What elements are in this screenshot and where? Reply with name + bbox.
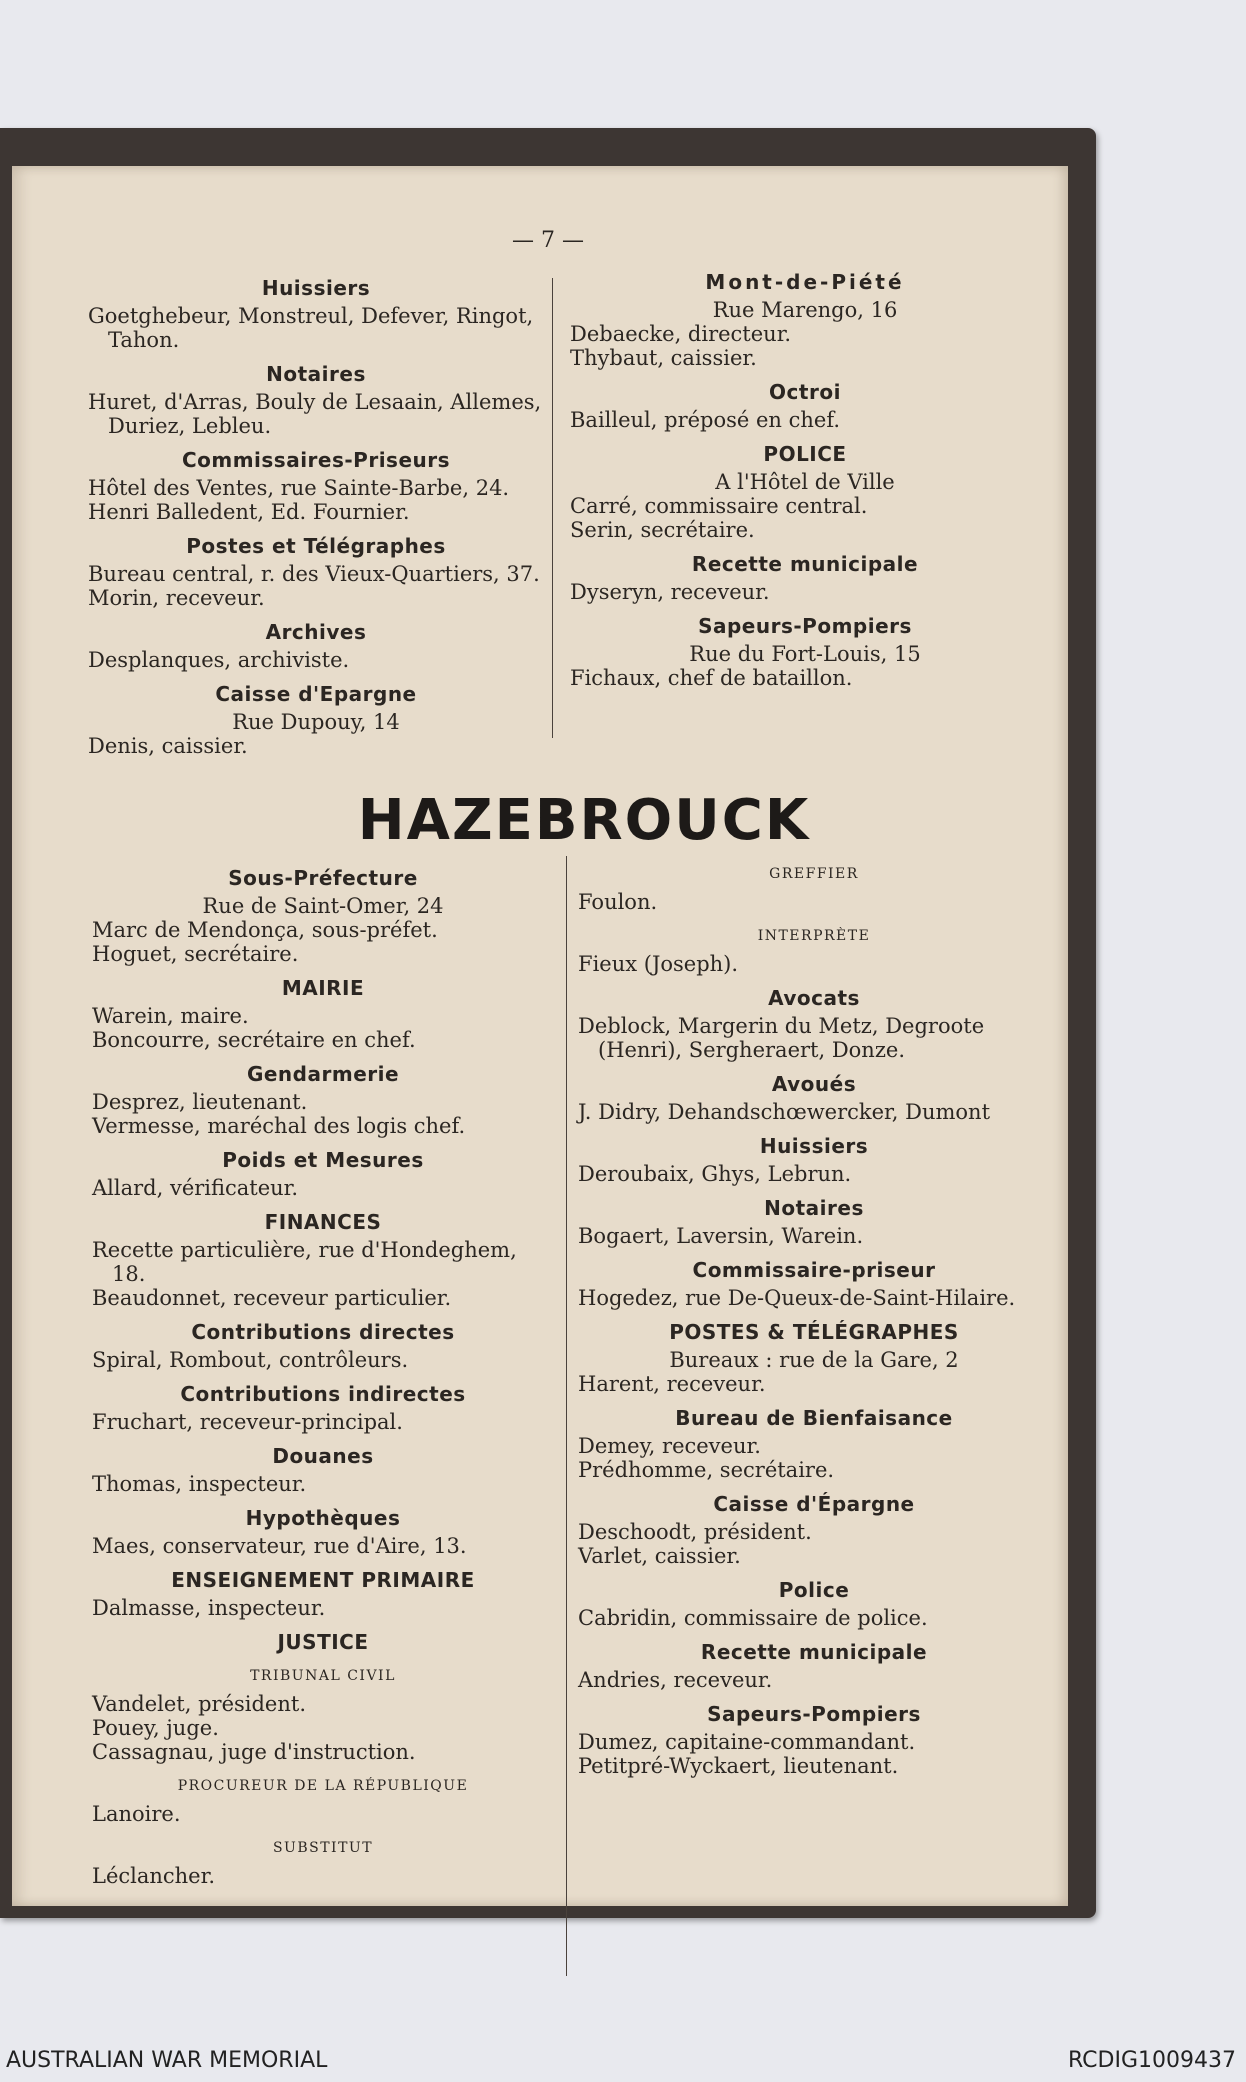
entry-line: Serin, secrétaire.: [570, 518, 755, 542]
book-page: [12, 166, 1068, 1906]
entry-line: Allard, vérificateur.: [92, 1176, 299, 1200]
entry-line: Denis, caissier.: [88, 734, 248, 758]
section-heading: Douanes: [272, 1444, 374, 1468]
section-heading: Octroi: [769, 380, 841, 404]
entry-line: Léclancher.: [92, 1864, 216, 1888]
section-heading: ENSEIGNEMENT PRIMAIRE: [171, 1568, 475, 1592]
entry-line: Fichaux, chef de bataillon.: [570, 666, 853, 690]
column-divider-top: [552, 278, 553, 738]
section-heading: Notaires: [266, 362, 366, 386]
entry-line: Foulon.: [578, 890, 658, 914]
entry-line: Andries, receveur.: [578, 1668, 773, 1692]
entry-line: Dumez, capitaine-commandant.: [578, 1730, 916, 1754]
entry-line: J. Didry, Dehandschœwercker, Dumont: [578, 1100, 991, 1124]
section-heading: Commissaire-priseur: [692, 1258, 936, 1282]
column-top-left: [88, 266, 544, 758]
entry-line: Boncourre, secrétaire en chef.: [92, 1028, 416, 1052]
address-line: A l'Hôtel de Ville: [715, 470, 895, 494]
entry-line: Lanoire.: [92, 1802, 181, 1826]
section-heading: Huissiers: [261, 276, 371, 300]
address-line: Rue Marengo, 16: [712, 298, 898, 322]
entry-line: Warein, maire.: [92, 1004, 249, 1028]
address-line: Rue Dupouy, 14: [232, 710, 400, 734]
entry-line: Spiral, Rombout, contrôleurs.: [92, 1348, 409, 1372]
address-line: Rue de Saint-Omer, 24: [202, 894, 444, 918]
subsection-label: PROCUREUR DE LA RÉPUBLIQUE: [177, 1778, 469, 1794]
column-bottom-right: [578, 852, 1050, 1778]
subsection-label: TRIBUNAL CIVIL: [250, 1668, 396, 1684]
entry-line: Cassagnau, juge d'instruction.: [92, 1740, 416, 1764]
entry-line: Fruchart, receveur-principal.: [92, 1410, 403, 1434]
entry-line: Bogaert, Laversin, Warein.: [578, 1224, 864, 1248]
entry-line: Goetghebeur, Monstreul, Defever, Ringot, Tahon.: [88, 304, 534, 352]
column-divider-bottom: [566, 856, 567, 1976]
section-heading: Caisse d'Épargne: [713, 1492, 915, 1516]
section-heading: Bureau de Bienfaisance: [675, 1406, 953, 1430]
footer-id: RCDIG1009437: [1067, 2048, 1236, 2073]
section-heading: Contributions indirectes: [180, 1382, 466, 1406]
entry-line: Thybaut, caissier.: [570, 346, 757, 370]
entry-line: Hoguet, secrétaire.: [92, 942, 299, 966]
section-heading: POLICE: [763, 442, 847, 466]
subsection-label: GREFFIER: [769, 866, 859, 882]
section-heading: Postes et Télégraphes: [186, 534, 446, 558]
entry-line: Desplanques, archiviste.: [88, 648, 350, 672]
entry-line: Hogedez, rue De-Queux-de-Saint-Hilaire.: [578, 1286, 1016, 1310]
address-line: Bureaux : rue de la Gare, 2: [669, 1348, 959, 1372]
section-heading: Sous-Préfecture: [228, 866, 418, 890]
entry-line: Marc de Mendonça, sous-préfet.: [92, 918, 438, 942]
entry-line: Bureau central, r. des Vieux-Quartiers, 37.: [88, 562, 540, 586]
section-heading: Poids et Mesures: [222, 1148, 424, 1172]
section-heading: Recette municipale: [700, 1640, 928, 1664]
subsection-label: INTERPRÈTE: [757, 928, 871, 944]
entry-line: Varlet, caissier.: [578, 1544, 741, 1568]
section-heading: JUSTICE: [277, 1630, 369, 1654]
entry-line: Bailleul, préposé en chef.: [570, 408, 841, 432]
entry-line: Huret, d'Arras, Bouly de Lesaain, Allemes, Duriez, Lebleu.: [88, 390, 542, 438]
entry-line: Fieux (Joseph).: [578, 952, 739, 976]
subsection-label: SUBSTITUT: [272, 1840, 374, 1856]
section-heading: Hypothèques: [245, 1506, 401, 1530]
section-heading: MAIRIE: [281, 976, 365, 1000]
entry-line: Prédhomme, secrétaire.: [578, 1458, 835, 1482]
section-heading: Caisse d'Epargne: [215, 682, 417, 706]
section-heading: Mont-de-Piété: [705, 270, 905, 294]
entry-line: Thomas, inspecteur.: [92, 1472, 307, 1496]
section-heading: POSTES & TÉLÉGRAPHES: [669, 1320, 959, 1344]
entry-line: Deroubaix, Ghys, Lebrun.: [578, 1162, 852, 1186]
entry-line: Cabridin, commissaire de police.: [578, 1606, 928, 1630]
column-bottom-left: [92, 856, 554, 1888]
section-heading: Huissiers: [759, 1134, 869, 1158]
section-heading: FINANCES: [264, 1210, 382, 1234]
section-heading: Sapeurs-Pompiers: [698, 614, 912, 638]
entry-line: Hôtel des Ventes, rue Sainte-Barbe, 24.: [88, 476, 510, 500]
entry-line: Deschoodt, président.: [578, 1520, 812, 1544]
entry-line: Morin, receveur.: [88, 586, 265, 610]
section-heading: Sapeurs-Pompiers: [707, 1702, 921, 1726]
entry-line: Dalmasse, inspecteur.: [92, 1596, 326, 1620]
section-heading: Contributions directes: [191, 1320, 455, 1344]
entry-line: Desprez, lieutenant.: [92, 1090, 308, 1114]
section-heading: Avocats: [768, 986, 860, 1010]
city-title: HAZEBROUCK: [357, 788, 811, 853]
section-heading: Archives: [265, 620, 367, 644]
section-heading: Avoués: [771, 1072, 857, 1096]
entry-line: Vandelet, président.: [92, 1692, 306, 1716]
entry-line: Pouey, juge.: [92, 1716, 219, 1740]
entry-line: Petitpré-Wyckaert, lieutenant.: [578, 1754, 899, 1778]
column-top-right: [570, 260, 1040, 690]
entry-line: Deblock, Margerin du Metz, Degroote (Henri), Sergheraert, Donze.: [578, 1014, 985, 1062]
section-heading: Commissaires-Priseurs: [181, 448, 451, 472]
address-line: Rue du Fort-Louis, 15: [689, 642, 921, 666]
entry-line: Vermesse, maréchal des logis chef.: [92, 1114, 466, 1138]
entry-line: Debaecke, directeur.: [570, 322, 792, 346]
entry-line: Beaudonnet, receveur particulier.: [92, 1286, 452, 1310]
page-number: — 7 —: [512, 228, 584, 253]
entry-line: Harent, receveur.: [578, 1372, 766, 1396]
section-heading: Gendarmerie: [246, 1062, 400, 1086]
section-heading: Recette municipale: [691, 552, 919, 576]
entry-line: Demey, receveur.: [578, 1434, 761, 1458]
entry-line: Carré, commissaire central.: [570, 494, 868, 518]
section-heading: Notaires: [764, 1196, 864, 1220]
entry-line: Henri Balledent, Ed. Fournier.: [88, 500, 410, 524]
footer-credit: AUSTRALIAN WAR MEMORIAL: [6, 2048, 328, 2073]
entry-line: Recette particulière, rue d'Hondeghem, 18.: [92, 1238, 517, 1286]
entry-line: Dyseryn, receveur.: [570, 580, 770, 604]
entry-line: Maes, conservateur, rue d'Aire, 13.: [92, 1534, 467, 1558]
section-heading: Police: [778, 1578, 850, 1602]
